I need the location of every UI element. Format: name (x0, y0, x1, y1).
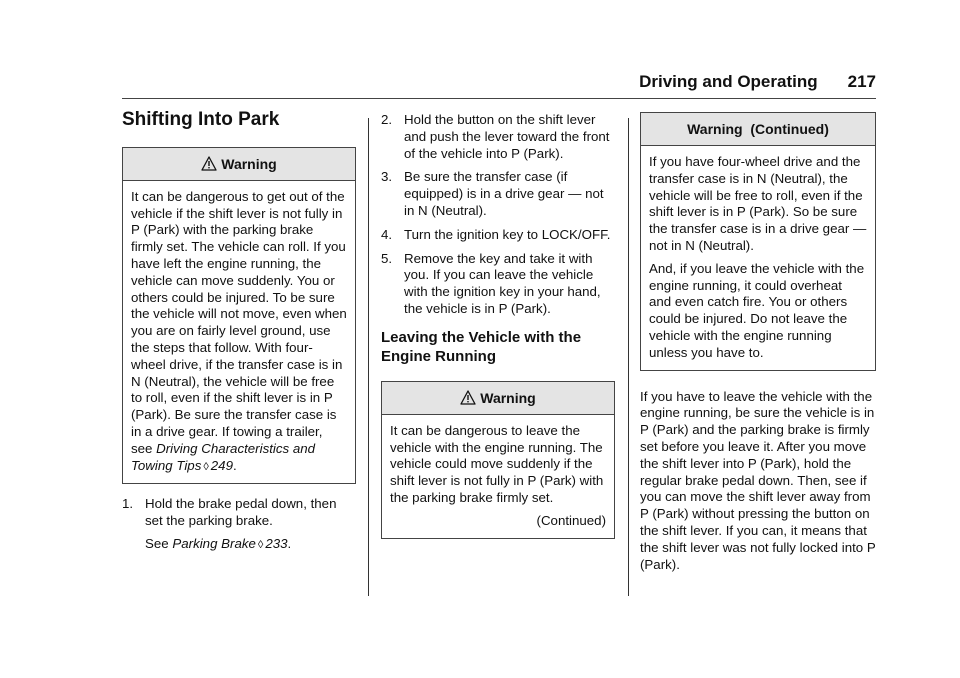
warning-box (381, 381, 615, 539)
page-header (122, 72, 876, 99)
body-paragraph: If you have to leave the vehicle with the engine running, be sure the vehicle is in P (Park) and the parking brake is firmly set before you leave it. After you move the shift lever into P (Park), hold the regular brake pedal down. Then, see if you can move the shift lever away from P (Park) without pressing the button on the shift lever. If you can, it means that the shift lever was not fully locked into P (Park). (640, 388, 876, 572)
list-item (381, 112, 615, 162)
list-item (122, 496, 356, 553)
step-number: 2. (381, 112, 393, 127)
warning-body (382, 415, 614, 538)
step-number: 1. (122, 496, 134, 512)
step-text: Hold the brake pedal down, then set the parking brake. (145, 496, 337, 529)
column-2 (381, 108, 615, 539)
cross-reference: Driving Characteristics and Towing Tips (131, 440, 316, 473)
warning-title: Warning (Continued) (687, 121, 829, 137)
list-item (381, 227, 615, 244)
cross-reference: Parking Brake (172, 536, 256, 552)
column-divider (368, 118, 369, 596)
warning-body: It can be dangerous to get out of the vehicle if the shift lever is not fully in P (Park) with the parking brake firmly set. The vehicle can roll. If you have left the engine running, the vehicle can move suddenly. You or others could be injured. To be sure the vehicle will not move, even when you are on fairly level ground, use the steps that follow. With four-wheel drive, if the transfer case is in N (Neutral), the vehicle will be free to roll, even if the shift lever is in P (Park). Be sure the transfer case is in a drive gear. If towing a trailer, see Driving Characteristics and Towing Tips ◊ 249. (131, 188, 347, 473)
list-item (381, 251, 615, 318)
step-text: Be sure the transfer case (if equipped) is in a drive gear — not in N (Neutral). (404, 169, 604, 218)
step-text: Remove the key and take it with you. If you can leave the vehicle with the ignition key in your hand, the vehicle is in P (Park). (404, 250, 601, 316)
step-number: 3. (381, 169, 393, 185)
warning-header (382, 382, 614, 415)
step-text: Turn the ignition key to LOCK/OFF. (404, 226, 611, 242)
warning-header (123, 148, 355, 181)
continued-label: (Continued) (536, 512, 606, 528)
step-text: Hold the button on the shift lever and push the lever toward the front of the vehicle into P (Park). (404, 112, 610, 161)
step-number: 4. (381, 226, 393, 242)
steps-list (381, 112, 615, 318)
page-number: 217 (847, 72, 876, 91)
warning-header (641, 113, 875, 146)
warning-box (640, 112, 876, 371)
subsection-title: Leaving the Vehicle with the Engine Running (381, 328, 582, 366)
list-item (381, 169, 615, 219)
page-reference: 233 (265, 536, 288, 552)
warning-text: If you have four-wheel drive and the transfer case is in N (Neutral), the vehicle will be free to roll, even if the shift lever is in P (Park). So be sure the transfer case is in a drive gear — not in N (Neutral). (649, 154, 867, 253)
section-name: Driving and Operating (639, 72, 818, 91)
section-title: Shifting Into Park (122, 109, 280, 130)
column-3 (640, 108, 876, 573)
column-1 (122, 108, 356, 561)
warning-text: It can be dangerous to get out of the vehicle if the shift lever is not fully in P (Park) with the parking brake firmly set. The vehicle can roll. If you have left the engine running, the vehicle can move suddenly. You or others could be injured. To be sure the vehicle will not move, even when you are on fairly level ground, use the steps that follow. With four-wheel drive, if the transfer case is in N (Neutral), the vehicle will be free to roll, even if the shift lever is in P (Park). Be sure the transfer case is in a drive gear. If towing a trailer, see (131, 188, 347, 456)
warning-body (641, 146, 875, 370)
warning-icon (460, 390, 476, 405)
step-note: See Parking Brake ◊ 233. (145, 536, 292, 552)
column-divider (628, 118, 629, 596)
warning-icon (201, 156, 217, 171)
warning-box (122, 147, 356, 485)
page-ref-icon: ◊ (257, 539, 264, 552)
warning-text: And, if you leave the vehicle with the engine running, it could overheat and even catch fire. You or others could be injured. Do not leave the vehicle with the engine running unless you have to. (649, 260, 865, 360)
warning-title: Warning (480, 389, 536, 406)
page-reference: 249 (210, 457, 233, 473)
warning-text: It can be dangerous to leave the vehicle with the engine running. The vehicle could move suddenly if the shift lever is not fully in P (Park) with the parking brake firmly set. (390, 422, 604, 505)
see-label: See (145, 536, 169, 552)
step-number: 5. (381, 250, 393, 266)
page-ref-icon: ◊ (203, 460, 209, 473)
steps-list (122, 496, 356, 553)
warning-title: Warning (221, 155, 277, 172)
